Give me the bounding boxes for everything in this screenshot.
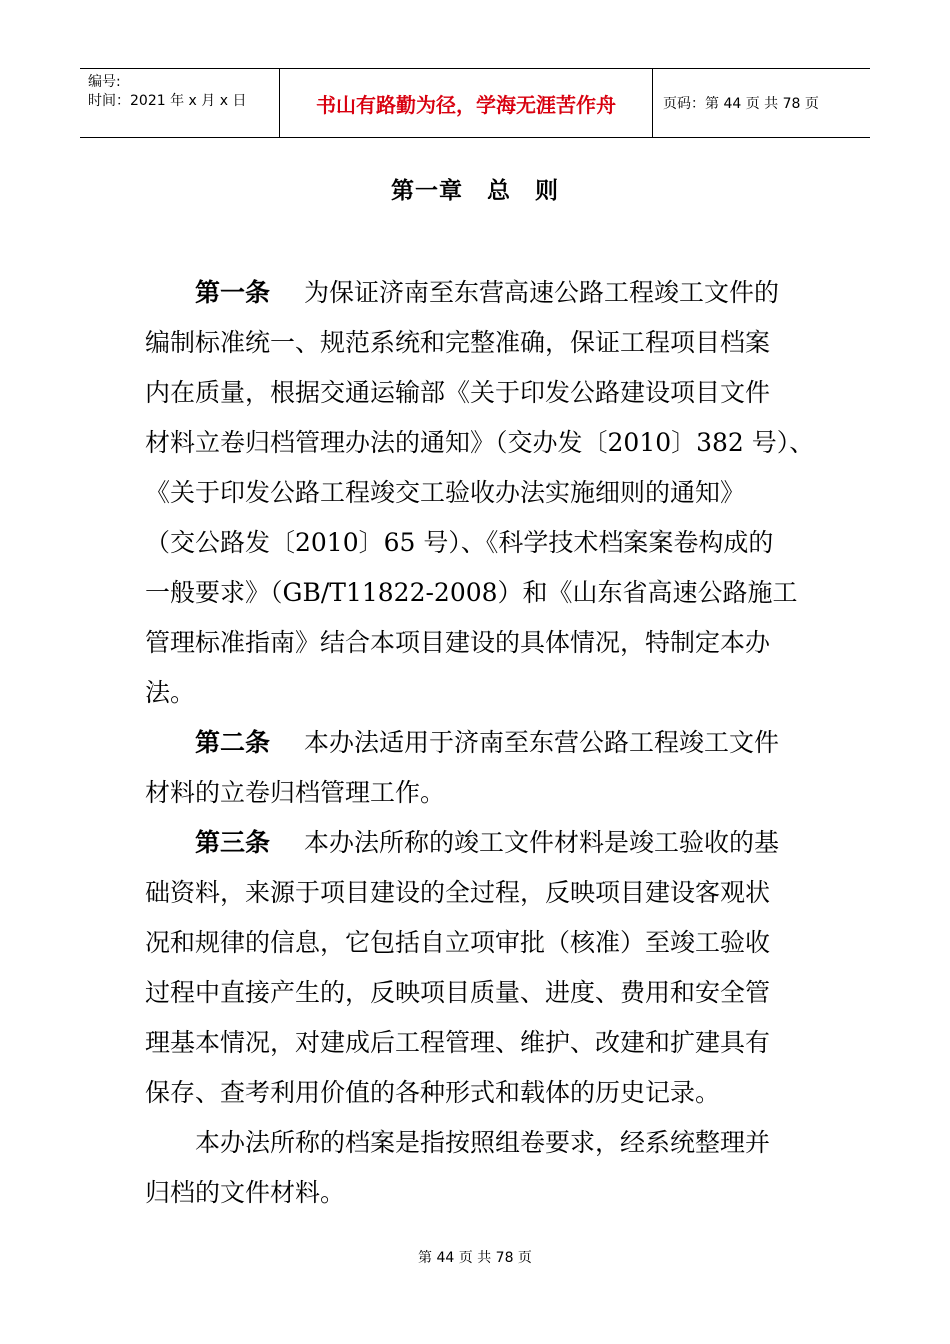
article-2-label: 第二条 [195, 728, 271, 757]
article-2-line-1 [145, 718, 815, 768]
article-1-line: （交公路发〔2010〕65 号）、《科学技术档案案卷构成的 [145, 528, 774, 557]
article-3-line-1 [145, 818, 815, 868]
article-1-line: 法。 [145, 678, 196, 707]
article-1-line: 《关于印发公路工程竣交工验收办法实施细则的通知》 [145, 478, 746, 507]
article-2-line: 材料的立卷归档管理工作。 [145, 778, 446, 807]
article-3-line: 况和规律的信息，它包括自立项审批（核准）至竣工验收 [145, 928, 771, 957]
document-body [145, 268, 815, 1218]
article-1-label: 第一条 [195, 278, 271, 307]
article-1-text: 为保证济南至东营高速公路工程竣工文件的 [304, 278, 780, 307]
article-1-line: 管理标准指南》结合本项目建设的具体情况，特制定本办 [145, 628, 771, 657]
article-1-line: 内在质量，根据交通运输部《关于印发公路建设项目文件 [145, 378, 771, 407]
article-3-line: 础资料，来源于项目建设的全过程，反映项目建设客观状 [145, 878, 771, 907]
page-header [80, 68, 870, 138]
article-1-line: 材料立卷归档管理办法的通知》（交办发〔2010〕382 号）、 [145, 428, 815, 457]
article-1-line-1 [145, 268, 815, 318]
article-3-text: 本办法所称的竣工文件材料是竣工验收的基 [304, 828, 780, 857]
article-3-line: 过程中直接产生的，反映项目质量、进度、费用和安全管 [145, 978, 771, 1007]
header-motto: 书山有路勤为径，学海无涯苦作舟 [280, 69, 653, 137]
chapter-title: 第一章 总 则 [391, 178, 559, 204]
document-number-label: 编号: [88, 74, 121, 90]
article-1-line: 一般要求》（GB/T11822-2008）和《山东省高速公路施工 [145, 578, 798, 607]
header-meta [80, 69, 280, 137]
paragraph-4-line: 归档的文件材料。 [145, 1178, 346, 1207]
document-time: 时间：2021 年 x 月 x 日 [88, 93, 247, 109]
article-1-line: 编制标准统一、规范系统和完整准确，保证工程项目档案 [145, 328, 771, 357]
article-3-line: 理基本情况，对建成后工程管理、维护、改建和扩建具有 [145, 1028, 771, 1057]
article-3-label: 第三条 [195, 828, 271, 857]
paragraph-4-line: 本办法所称的档案是指按照组卷要求，经系统整理并 [195, 1128, 771, 1157]
article-2-text: 本办法适用于济南至东营公路工程竣工文件 [304, 728, 780, 757]
article-3-line: 保存、查考利用价值的各种形式和载体的历史记录。 [145, 1078, 721, 1107]
page-footer: 第 44 页 共 78 页 [418, 1250, 532, 1266]
header-page-code: 页码：第 44 页 共 78 页 [663, 96, 819, 112]
